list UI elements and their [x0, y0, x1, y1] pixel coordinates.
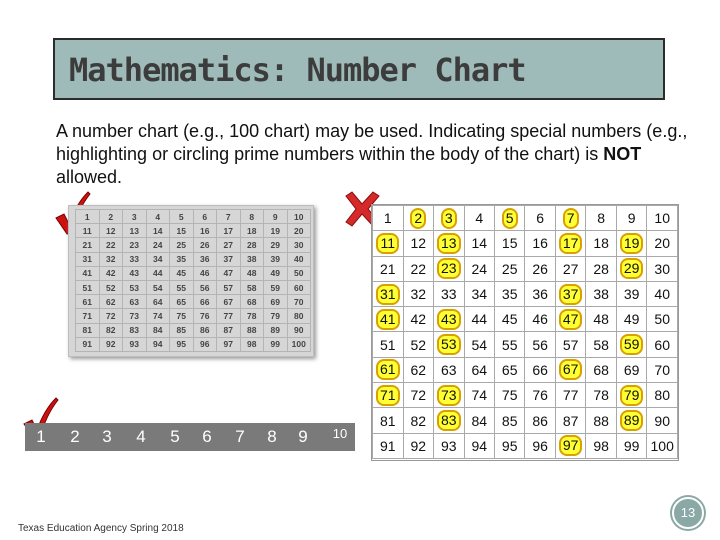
gray-chart-cell: 79	[264, 309, 288, 323]
gray-chart-cell: 64	[146, 295, 170, 309]
prime-highlight: 11	[376, 233, 399, 254]
chart-cell: 81	[373, 408, 404, 433]
gray-chart-cell: 96	[193, 337, 217, 351]
highlighted-chart-row	[373, 307, 678, 332]
number-line-value: 5	[170, 427, 180, 446]
gray-chart-cell: 36	[193, 252, 217, 266]
prime-cell	[555, 231, 586, 256]
gray-chart-cell: 4	[146, 210, 170, 224]
prime-highlight: 17	[559, 233, 583, 254]
number-line-value: 10	[332, 426, 348, 441]
prime-cell	[403, 206, 433, 231]
gray-chart-cell: 100	[287, 337, 311, 351]
gray-chart-cell: 70	[287, 295, 311, 309]
gray-chart-cell: 49	[264, 266, 288, 280]
gray-chart-cell: 27	[217, 238, 241, 252]
chart-cell: 28	[586, 256, 616, 281]
chart-cell: 24	[464, 256, 494, 281]
prime-cell	[494, 206, 524, 231]
gray-chart-cell: 90	[287, 323, 311, 337]
number-line-value: 7	[235, 427, 245, 446]
title-banner	[53, 38, 665, 100]
gray-chart-cell: 56	[193, 280, 217, 294]
gray-chart-row	[76, 295, 311, 309]
gray-chart-row	[76, 252, 311, 266]
gray-chart-cell: 62	[99, 295, 123, 309]
number-line-value: 4	[136, 427, 146, 446]
chart-cell: 80	[647, 383, 678, 408]
gray-chart-cell: 66	[193, 295, 217, 309]
chart-cell: 32	[403, 281, 433, 306]
gray-chart-cell: 5	[170, 210, 194, 224]
gray-chart-cell: 41	[76, 266, 100, 280]
gray-chart-cell: 57	[217, 280, 241, 294]
chart-cell: 44	[464, 307, 494, 332]
page-title: Mathematics: Number Chart	[69, 51, 526, 89]
gray-chart-cell: 98	[240, 337, 264, 351]
prime-highlight: 41	[376, 309, 400, 330]
gray-chart-cell: 69	[264, 295, 288, 309]
gray-chart-cell: 7	[217, 210, 241, 224]
chart-cell: 60	[647, 332, 678, 357]
gray-chart-cell: 95	[170, 337, 194, 351]
highlighted-chart-row	[373, 357, 678, 382]
gray-chart-row	[76, 280, 311, 294]
description	[56, 120, 696, 189]
gray-chart-cell: 67	[217, 295, 241, 309]
chart-cell: 93	[433, 433, 464, 458]
chart-cell: 16	[525, 231, 555, 256]
chart-cell: 77	[555, 383, 586, 408]
gray-chart-cell: 31	[76, 252, 100, 266]
gray-chart-cell: 43	[123, 266, 147, 280]
chart-cell: 94	[464, 433, 494, 458]
chart-cell: 38	[586, 281, 616, 306]
chart-cell: 88	[586, 408, 616, 433]
chart-cell: 76	[525, 383, 555, 408]
chart-cell: 74	[464, 383, 494, 408]
gray-chart-cell: 20	[287, 224, 311, 238]
gray-chart-cell: 8	[240, 210, 264, 224]
number-line-value: 3	[102, 427, 112, 446]
chart-cell: 56	[525, 332, 555, 357]
prime-cell	[616, 231, 647, 256]
gray-chart-cell: 53	[123, 280, 147, 294]
chart-cell: 1	[373, 206, 404, 231]
gray-chart-cell: 6	[193, 210, 217, 224]
highlighted-chart-row	[373, 256, 678, 281]
gray-chart-cell: 47	[217, 266, 241, 280]
gray-chart-cell: 25	[170, 238, 194, 252]
description-text-end: allowed.	[56, 167, 123, 187]
chart-cell: 82	[403, 408, 433, 433]
gray-chart-cell: 30	[287, 238, 311, 252]
gray-chart-cell: 68	[240, 295, 264, 309]
footer-text: Texas Education Agency Spring 2018	[18, 523, 184, 534]
prime-cell	[433, 256, 464, 281]
prime-highlight: 23	[437, 258, 461, 279]
gray-chart-cell: 15	[170, 224, 194, 238]
gray-chart-cell: 82	[99, 323, 123, 337]
gray-chart-cell: 32	[99, 252, 123, 266]
gray-chart-cell: 80	[287, 309, 311, 323]
chart-cell: 66	[525, 357, 555, 382]
gray-chart-cell: 77	[217, 309, 241, 323]
chart-cell: 58	[586, 332, 616, 357]
chart-cell: 20	[647, 231, 678, 256]
gray-chart-cell: 13	[123, 224, 147, 238]
chart-cell: 96	[525, 433, 555, 458]
prime-highlight: 7	[563, 208, 579, 229]
prime-cell	[433, 231, 464, 256]
chart-cell: 9	[616, 206, 647, 231]
gray-chart-cell: 88	[240, 323, 264, 337]
gray-chart-grid	[75, 209, 311, 352]
prime-highlight: 37	[559, 284, 583, 305]
gray-chart-cell: 45	[170, 266, 194, 280]
chart-cell: 91	[373, 433, 404, 458]
chart-cell: 63	[433, 357, 464, 382]
gray-chart-cell: 51	[76, 280, 100, 294]
chart-cell: 26	[525, 256, 555, 281]
chart-cell: 14	[464, 231, 494, 256]
gray-chart-cell: 86	[193, 323, 217, 337]
prime-cell	[555, 281, 586, 306]
chart-cell: 42	[403, 307, 433, 332]
prime-cell	[616, 256, 647, 281]
prime-highlight: 71	[376, 385, 400, 406]
gray-chart-cell: 46	[193, 266, 217, 280]
chart-cell: 15	[494, 231, 524, 256]
gray-chart-cell: 74	[146, 309, 170, 323]
number-line-value: 8	[267, 427, 277, 446]
chart-cell: 21	[373, 256, 404, 281]
chart-cell: 62	[403, 357, 433, 382]
chart-cell: 90	[647, 408, 678, 433]
prime-cell	[433, 332, 464, 357]
chart-cell: 100	[647, 433, 678, 458]
gray-chart-cell: 78	[240, 309, 264, 323]
prime-highlight: 13	[437, 233, 461, 254]
gray-chart-cell: 58	[240, 280, 264, 294]
chart-cell: 52	[403, 332, 433, 357]
highlighted-chart-row	[373, 332, 678, 357]
highlighted-chart-row	[373, 281, 678, 306]
gray-chart-cell: 23	[123, 238, 147, 252]
chart-cell: 51	[373, 332, 404, 357]
gray-chart-cell: 1	[76, 210, 100, 224]
prime-highlight: 29	[620, 258, 644, 279]
gray-chart-cell: 9	[264, 210, 288, 224]
prime-highlight: 73	[437, 385, 461, 406]
number-line-value: 1	[36, 427, 46, 446]
chart-cell: 25	[494, 256, 524, 281]
gray-chart-cell: 91	[76, 337, 100, 351]
chart-cell: 45	[494, 307, 524, 332]
number-line-value: 9	[298, 427, 308, 446]
gray-chart-row	[76, 266, 311, 280]
highlighted-hundred-chart	[371, 204, 679, 461]
gray-chart-cell: 12	[99, 224, 123, 238]
prime-highlight: 83	[437, 410, 461, 431]
prime-highlight: 79	[620, 385, 644, 406]
highlighted-chart-row	[373, 206, 678, 231]
gray-chart-cell: 34	[146, 252, 170, 266]
prime-cell	[616, 332, 647, 357]
prime-cell	[555, 433, 586, 458]
chart-cell: 64	[464, 357, 494, 382]
gray-chart-cell: 39	[264, 252, 288, 266]
gray-chart-cell: 84	[146, 323, 170, 337]
gray-chart-cell: 94	[146, 337, 170, 351]
chart-cell: 99	[616, 433, 647, 458]
gray-chart-cell: 61	[76, 295, 100, 309]
gray-chart-cell: 19	[264, 224, 288, 238]
prime-highlight: 61	[376, 359, 400, 380]
highlighted-chart-row	[373, 383, 678, 408]
chart-cell: 6	[525, 206, 555, 231]
prime-cell	[373, 231, 404, 256]
prime-cell	[555, 357, 586, 382]
gray-chart-row	[76, 238, 311, 252]
chart-cell: 4	[464, 206, 494, 231]
prime-cell	[433, 383, 464, 408]
gray-chart-cell: 24	[146, 238, 170, 252]
chart-cell: 30	[647, 256, 678, 281]
number-line	[25, 423, 355, 451]
gray-chart-cell: 89	[264, 323, 288, 337]
prime-cell	[373, 307, 404, 332]
gray-chart-cell: 55	[170, 280, 194, 294]
chart-cell: 10	[647, 206, 678, 231]
prime-highlight: 53	[437, 334, 461, 355]
gray-chart-cell: 73	[123, 309, 147, 323]
gray-chart-cell: 38	[240, 252, 264, 266]
gray-chart-cell: 29	[264, 238, 288, 252]
prime-cell	[616, 408, 647, 433]
prime-highlight: 31	[376, 284, 400, 305]
number-line-value: 6	[202, 427, 212, 446]
prime-cell	[616, 383, 647, 408]
gray-chart-cell: 10	[287, 210, 311, 224]
highlighted-chart-row	[373, 433, 678, 458]
chart-cell: 57	[555, 332, 586, 357]
gray-chart-cell: 42	[99, 266, 123, 280]
gray-chart-cell: 22	[99, 238, 123, 252]
prime-cell	[373, 383, 404, 408]
chart-cell: 72	[403, 383, 433, 408]
gray-chart-cell: 28	[240, 238, 264, 252]
gray-chart-cell: 54	[146, 280, 170, 294]
gray-chart-cell: 16	[193, 224, 217, 238]
gray-chart-row	[76, 309, 311, 323]
gray-chart-cell: 18	[240, 224, 264, 238]
gray-chart-cell: 48	[240, 266, 264, 280]
gray-chart-cell: 97	[217, 337, 241, 351]
gray-chart-cell: 2	[99, 210, 123, 224]
prime-cell	[555, 307, 586, 332]
chart-cell: 87	[555, 408, 586, 433]
chart-cell: 22	[403, 256, 433, 281]
description-emphasis: NOT	[603, 144, 642, 164]
prime-cell	[555, 206, 586, 231]
gray-chart-cell: 35	[170, 252, 194, 266]
gray-chart-cell: 72	[99, 309, 123, 323]
chart-cell: 33	[433, 281, 464, 306]
chart-cell: 34	[464, 281, 494, 306]
gray-chart-cell: 3	[123, 210, 147, 224]
gray-chart-cell: 17	[217, 224, 241, 238]
gray-chart-cell: 52	[99, 280, 123, 294]
gray-chart-cell: 44	[146, 266, 170, 280]
page-number-badge: 13	[672, 497, 704, 529]
chart-cell: 69	[616, 357, 647, 382]
chart-cell: 40	[647, 281, 678, 306]
gray-chart-cell: 92	[99, 337, 123, 351]
prime-cell	[433, 408, 464, 433]
prime-highlight: 43	[437, 309, 461, 330]
gray-chart-cell: 71	[76, 309, 100, 323]
chart-cell: 85	[494, 408, 524, 433]
chart-cell: 46	[525, 307, 555, 332]
prime-highlight: 5	[502, 208, 518, 229]
highlighted-chart-row	[373, 231, 678, 256]
gray-chart-cell: 40	[287, 252, 311, 266]
chart-cell: 48	[586, 307, 616, 332]
chart-cell: 50	[647, 307, 678, 332]
gray-chart-cell: 33	[123, 252, 147, 266]
gray-chart-cell: 11	[76, 224, 100, 238]
gray-chart-cell: 14	[146, 224, 170, 238]
chart-cell: 95	[494, 433, 524, 458]
gray-chart-cell: 59	[264, 280, 288, 294]
gray-chart-cell: 81	[76, 323, 100, 337]
prime-highlight: 97	[559, 435, 583, 456]
chart-cell: 55	[494, 332, 524, 357]
gray-chart-cell: 50	[287, 266, 311, 280]
chart-cell: 92	[403, 433, 433, 458]
chart-cell: 78	[586, 383, 616, 408]
chart-cell: 70	[647, 357, 678, 382]
gray-chart-cell: 83	[123, 323, 147, 337]
highlighted-chart-grid	[372, 205, 678, 459]
chart-cell: 65	[494, 357, 524, 382]
chart-cell: 54	[464, 332, 494, 357]
prime-highlight: 47	[559, 309, 583, 330]
description-text: A number chart (e.g., 100 chart) may be used. Indicating special numbers (e.g., highlighting or circling prime numbers within the body of the chart) is	[56, 121, 688, 164]
gray-chart-cell: 76	[193, 309, 217, 323]
chart-cell: 8	[586, 206, 616, 231]
gray-chart-cell: 63	[123, 295, 147, 309]
prime-cell	[373, 281, 404, 306]
chart-cell: 35	[494, 281, 524, 306]
gray-chart-cell: 21	[76, 238, 100, 252]
gray-hundred-chart	[68, 205, 314, 357]
gray-chart-row	[76, 224, 311, 238]
chart-cell: 86	[525, 408, 555, 433]
gray-chart-cell: 26	[193, 238, 217, 252]
chart-cell: 12	[403, 231, 433, 256]
gray-chart-cell: 65	[170, 295, 194, 309]
gray-chart-cell: 87	[217, 323, 241, 337]
prime-highlight: 67	[559, 359, 583, 380]
gray-chart-cell: 75	[170, 309, 194, 323]
prime-highlight: 89	[620, 410, 644, 431]
chart-cell: 84	[464, 408, 494, 433]
chart-cell: 27	[555, 256, 586, 281]
prime-highlight: 2	[410, 208, 426, 229]
gray-chart-cell: 99	[264, 337, 288, 351]
gray-chart-cell: 85	[170, 323, 194, 337]
prime-cell	[373, 357, 404, 382]
chart-cell: 75	[494, 383, 524, 408]
number-line-value: 2	[70, 427, 80, 446]
prime-cell	[433, 307, 464, 332]
prime-highlight: 19	[620, 233, 644, 254]
chart-cell: 18	[586, 231, 616, 256]
prime-highlight: 3	[441, 208, 457, 229]
highlighted-chart-row	[373, 408, 678, 433]
gray-chart-cell: 37	[217, 252, 241, 266]
gray-chart-row	[76, 323, 311, 337]
chart-cell: 39	[616, 281, 647, 306]
gray-chart-row	[76, 337, 311, 351]
gray-chart-cell: 93	[123, 337, 147, 351]
gray-chart-cell: 60	[287, 280, 311, 294]
prime-cell	[433, 206, 464, 231]
chart-cell: 36	[525, 281, 555, 306]
chart-cell: 98	[586, 433, 616, 458]
chart-cell: 49	[616, 307, 647, 332]
chart-cell: 68	[586, 357, 616, 382]
prime-highlight: 59	[620, 334, 644, 355]
gray-chart-row	[76, 210, 311, 224]
